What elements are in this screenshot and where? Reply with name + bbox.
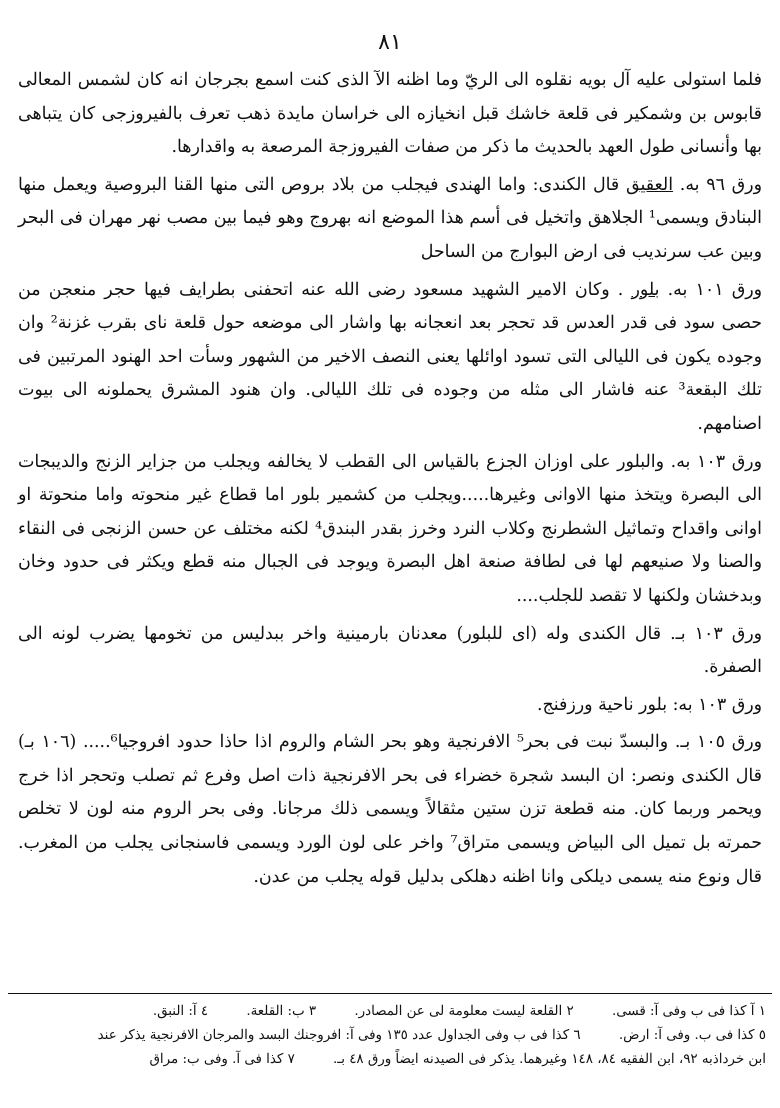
paragraph-crystal-weights bbox=[18, 446, 762, 614]
folio-reference: ورق ١٠١ به. bbox=[667, 279, 762, 300]
footnote-7: ٧ كذا فى آ. وفى ب: مراق bbox=[149, 1052, 295, 1067]
footnote-2: ٢ القلعة ليست معلومة لى عن المصادر. bbox=[354, 1004, 574, 1019]
main-text bbox=[18, 64, 762, 894]
footnote-6: ٦ كذا فى ب وفى الجداول عدد ١٣٥ وفى آ: افروجنك البسد والمرجان الافرنجية يذكر عند bbox=[97, 1028, 581, 1043]
page-number: ٨١ bbox=[378, 30, 402, 55]
paragraph-crystal-region bbox=[18, 689, 762, 723]
footnote-4: ٤ آ: النبق. bbox=[152, 1004, 209, 1019]
footnote-line bbox=[10, 1024, 766, 1048]
paragraph-text: بلور ناحية ورزفنج. bbox=[537, 694, 668, 715]
entry-heading: بلور bbox=[631, 279, 660, 300]
folio-reference: ورق ١٠٣ به. bbox=[670, 451, 762, 472]
paragraph-crystal-mines bbox=[18, 618, 762, 685]
paragraph-text: فلما استولى عليه آل بويه نقلوه الى الريّ وما اظنه الآ الذى كنت اسمع بجرجان انه كان لشمس المعالى قابوس بن وشمكير فى قلعة خاشك قبل انخيازه الى خراسان مايدة ذهب تعرف بالفيروزجى كان يتباهى بها وأنسانى طول العهد بالحديث ما ذكر من صفات الفيروزجة المرصعة به واقدارها. bbox=[18, 70, 762, 158]
footnotes bbox=[10, 1000, 766, 1072]
paragraph-text: قال الكندى وله (اى للبلور) معدنان بارمينية واخر ببدليس من تخومها يضرب لونه الى الصفرة. bbox=[18, 623, 762, 678]
paragraph-billawr bbox=[18, 274, 762, 442]
paragraph-text: قال الكندى: واما الهندى فيجلب من بلاد بروص التى منها القنا البروصية ويعمل منها البنادق ويسمى¹ الجلاهق واتخيل فى أسم هذا الموضع انه بهروج وهو فيما بين مصب نهر مهران فى البحر وبين عب سرنديب فى ارض البوارج من الساحل bbox=[18, 174, 762, 262]
footnote-1: ١ آ كذا فى ب وفى آ: قسى. bbox=[611, 1004, 766, 1019]
paragraph-text: والبلور على اوزان الجزع بالقياس الى القطب لا يخالفه ويجلب من جزاير الزنج والديبجات الى البصرة ويتخذ منها الاوانى وغيرها.....ويجلب من كشمير بلور اما قطاع غير منحوته واما منحوتة او اوانى واقداح وتماثيل الشطرنج وكلاب النرد وخرز بقدر البندق⁴ لكنه مختلف عن حسن الزنجى فى النقاء والصنا ولا صنيعهم لها فى لطافة صنعة اهل البصرة ويوجد فى الجبال منه قطع ويكثر فى حدود وخان وبدخشان ولكنها لا تقصد للجلب.... bbox=[18, 451, 762, 606]
footnote-3: ٣ ب: القلعة. bbox=[246, 1004, 317, 1019]
footnote-line bbox=[10, 1048, 766, 1072]
paragraph-coral bbox=[18, 726, 762, 894]
footnote-divider bbox=[8, 993, 772, 994]
footnote-5: ٥ كذا فى ب. وفى آ: ارض. bbox=[618, 1028, 766, 1043]
folio-reference: ورق ١٠٣ به: bbox=[672, 694, 762, 715]
paragraph-text: . وكان الامير الشهيد مسعود رضى الله عنه اتحفنى بطرايف فيها حجر منعجن من حصى سود فى قدر العدس قد تحجر بعد انعجانه بها واشار الى موضعه حول قلعة ناى بقرب غزنة² وان وجوده يكون فى الليالى التى تسود اوائلها يعنى النصف الاخير من الشهور وسأت احد الهنود المرتبين فى تلك البقعة³ عنه فاشار الى مثله من وجوده فى تلك الليالى. وان هنود المشرق يحملونه الى بيوت اصنامهم. bbox=[18, 279, 763, 434]
paragraph-text: والبسدّ نبت فى بحر⁵ الافرنجية وهو بحر الشام والروم اذا حاذا حدود افروجيا⁶..... (١٠٦ بـ) قال الكندى ونصر: ان البسد شجرة خضراء فى بحر الافرنجية ذات اصل وفرع ثم تصلب وتحجر اذا خرج ويحمر وربما كان. منه قطعة تزن ستين مثقالاً ويسمى ذلك مرجانا. وفى بحر الروم منه لون لا تخلص حمرته بل تميل الى البياض ويسمى متراق⁷ واخر على لون الورد ويسمى فاسنجانى يجلب من المغرب. قال ونوع منه يسمى ديلكى وانا اظنه دهلكى بدليل قوله يجلب من عدن. bbox=[18, 732, 762, 887]
folio-reference: ورق ٩٦ به. bbox=[679, 174, 762, 195]
folio-reference: ورق ١٠٣ بـ. bbox=[670, 623, 762, 644]
entry-heading: العقيق bbox=[625, 174, 674, 195]
paragraph-intro bbox=[18, 64, 762, 165]
footnote-6-continued: ابن خرداذبه ٩٢، ابن الفقيه ٨٤، ١٤٨ وغيرهما. يذكر فى الصيدنه ايضاً ورق ٤٨ بـ. bbox=[333, 1052, 766, 1067]
paragraph-aqiq bbox=[18, 169, 762, 270]
folio-reference: ورق ١٠٥ بـ. bbox=[674, 732, 763, 753]
footnote-line bbox=[10, 1000, 766, 1024]
